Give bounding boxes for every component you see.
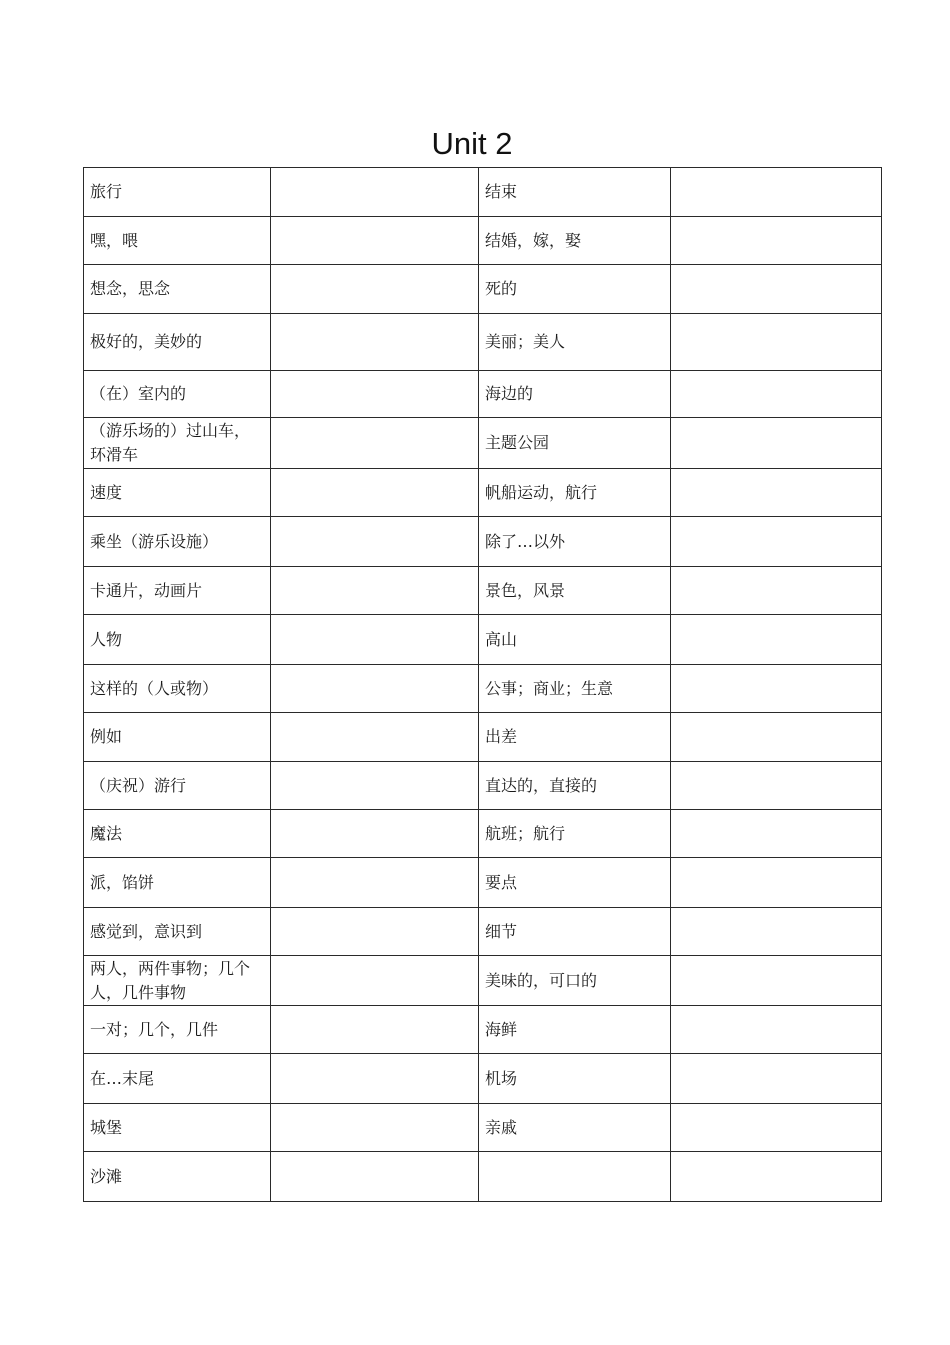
- table-row: [84, 265, 882, 314]
- chinese-term-cell: 航班；航行: [479, 810, 671, 858]
- answer-blank-cell: [671, 314, 882, 371]
- answer-blank-cell: [271, 615, 479, 665]
- answer-blank-cell: [271, 762, 479, 810]
- answer-blank-cell: [271, 1054, 479, 1104]
- answer-blank-cell: [271, 217, 479, 265]
- table-row: [84, 615, 882, 665]
- chinese-term-cell: 速度: [84, 469, 271, 517]
- table-row: [84, 517, 882, 567]
- answer-blank-cell: [671, 810, 882, 858]
- answer-blank-cell: [271, 908, 479, 956]
- chinese-term-cell: 结束: [479, 168, 671, 217]
- answer-blank-cell: [671, 665, 882, 713]
- answer-blank-cell: [271, 1006, 479, 1054]
- chinese-term-cell: 在…末尾: [84, 1054, 271, 1104]
- table-row: [84, 217, 882, 265]
- answer-blank-cell: [671, 1152, 882, 1202]
- table-row: [84, 1104, 882, 1152]
- answer-blank-cell: [671, 217, 882, 265]
- chinese-term-cell: 派，馅饼: [84, 858, 271, 908]
- chinese-term-cell: 除了…以外: [479, 517, 671, 567]
- answer-blank-cell: [671, 615, 882, 665]
- page-title: Unit 2: [431, 126, 513, 161]
- answer-blank-cell: [671, 517, 882, 567]
- answer-blank-cell: [271, 567, 479, 615]
- chinese-term-cell: 乘坐（游乐设施）: [84, 517, 271, 567]
- answer-blank-cell: [271, 1152, 479, 1202]
- chinese-term-cell: 感觉到，意识到: [84, 908, 271, 956]
- answer-blank-cell: [671, 418, 882, 469]
- chinese-term-cell: 两人，两件事物；几个人，几件事物: [84, 956, 271, 1006]
- chinese-term-cell: 要点: [479, 858, 671, 908]
- chinese-term-cell: （游乐场的）过山车，环滑车: [84, 418, 271, 469]
- answer-blank-cell: [271, 810, 479, 858]
- table-row: [84, 713, 882, 762]
- answer-blank-cell: [671, 713, 882, 762]
- table-row: [84, 908, 882, 956]
- answer-blank-cell: [671, 1104, 882, 1152]
- answer-blank-cell: [271, 858, 479, 908]
- table-row: [84, 665, 882, 713]
- table-row: [84, 1006, 882, 1054]
- answer-blank-cell: [671, 168, 882, 217]
- answer-blank-cell: [271, 713, 479, 762]
- answer-blank-cell: [271, 1104, 479, 1152]
- answer-blank-cell: [271, 956, 479, 1006]
- answer-blank-cell: [671, 1006, 882, 1054]
- answer-blank-cell: [271, 469, 479, 517]
- answer-blank-cell: [271, 314, 479, 371]
- chinese-term-cell: 直达的，直接的: [479, 762, 671, 810]
- chinese-term-cell: 主题公园: [479, 418, 671, 469]
- chinese-term-cell: 公事；商业；生意: [479, 665, 671, 713]
- answer-blank-cell: [671, 956, 882, 1006]
- table-row: [84, 810, 882, 858]
- chinese-term-cell: 美味的，可口的: [479, 956, 671, 1006]
- chinese-term-cell: 结婚，嫁，娶: [479, 217, 671, 265]
- chinese-term-cell: 想念，思念: [84, 265, 271, 314]
- answer-blank-cell: [671, 908, 882, 956]
- chinese-term-cell: 例如: [84, 713, 271, 762]
- chinese-term-cell: 死的: [479, 265, 671, 314]
- answer-blank-cell: [671, 469, 882, 517]
- chinese-term-cell: 美丽；美人: [479, 314, 671, 371]
- chinese-term-cell: 出差: [479, 713, 671, 762]
- chinese-term-cell: （庆祝）游行: [84, 762, 271, 810]
- table-row: [84, 858, 882, 908]
- chinese-term-cell: 机场: [479, 1054, 671, 1104]
- chinese-term-cell: 亲戚: [479, 1104, 671, 1152]
- answer-blank-cell: [271, 168, 479, 217]
- answer-blank-cell: [271, 418, 479, 469]
- chinese-term-cell: 海鲜: [479, 1006, 671, 1054]
- chinese-term-cell: 嘿，喂: [84, 217, 271, 265]
- chinese-term-cell: 这样的（人或物）: [84, 665, 271, 713]
- table-row: [84, 371, 882, 418]
- chinese-term-cell: 魔法: [84, 810, 271, 858]
- answer-blank-cell: [671, 1054, 882, 1104]
- answer-blank-cell: [671, 567, 882, 615]
- table-row: [84, 1152, 882, 1202]
- chinese-term-cell: 极好的，美妙的: [84, 314, 271, 371]
- table-row: [84, 1054, 882, 1104]
- chinese-term-cell: 高山: [479, 615, 671, 665]
- table-row: [84, 956, 882, 1006]
- chinese-term-cell: 卡通片，动画片: [84, 567, 271, 615]
- chinese-term-cell: 城堡: [84, 1104, 271, 1152]
- chinese-term-cell: 海边的: [479, 371, 671, 418]
- answer-blank-cell: [671, 858, 882, 908]
- chinese-term-cell: 景色，风景: [479, 567, 671, 615]
- chinese-term-cell: 旅行: [84, 168, 271, 217]
- table-row: [84, 418, 882, 469]
- answer-blank-cell: [271, 665, 479, 713]
- table-row: [84, 567, 882, 615]
- answer-blank-cell: [271, 265, 479, 314]
- chinese-term-cell: 人物: [84, 615, 271, 665]
- chinese-term-cell: [479, 1152, 671, 1202]
- answer-blank-cell: [671, 762, 882, 810]
- chinese-term-cell: 沙滩: [84, 1152, 271, 1202]
- answer-blank-cell: [271, 371, 479, 418]
- table-row: [84, 762, 882, 810]
- chinese-term-cell: 细节: [479, 908, 671, 956]
- answer-blank-cell: [271, 517, 479, 567]
- answer-blank-cell: [671, 265, 882, 314]
- answer-blank-cell: [671, 371, 882, 418]
- table-row: [84, 168, 882, 217]
- chinese-term-cell: 一对；几个，几件: [84, 1006, 271, 1054]
- table-row: [84, 314, 882, 371]
- chinese-term-cell: （在）室内的: [84, 371, 271, 418]
- table-row: [84, 469, 882, 517]
- chinese-term-cell: 帆船运动，航行: [479, 469, 671, 517]
- vocabulary-table: [83, 167, 882, 1202]
